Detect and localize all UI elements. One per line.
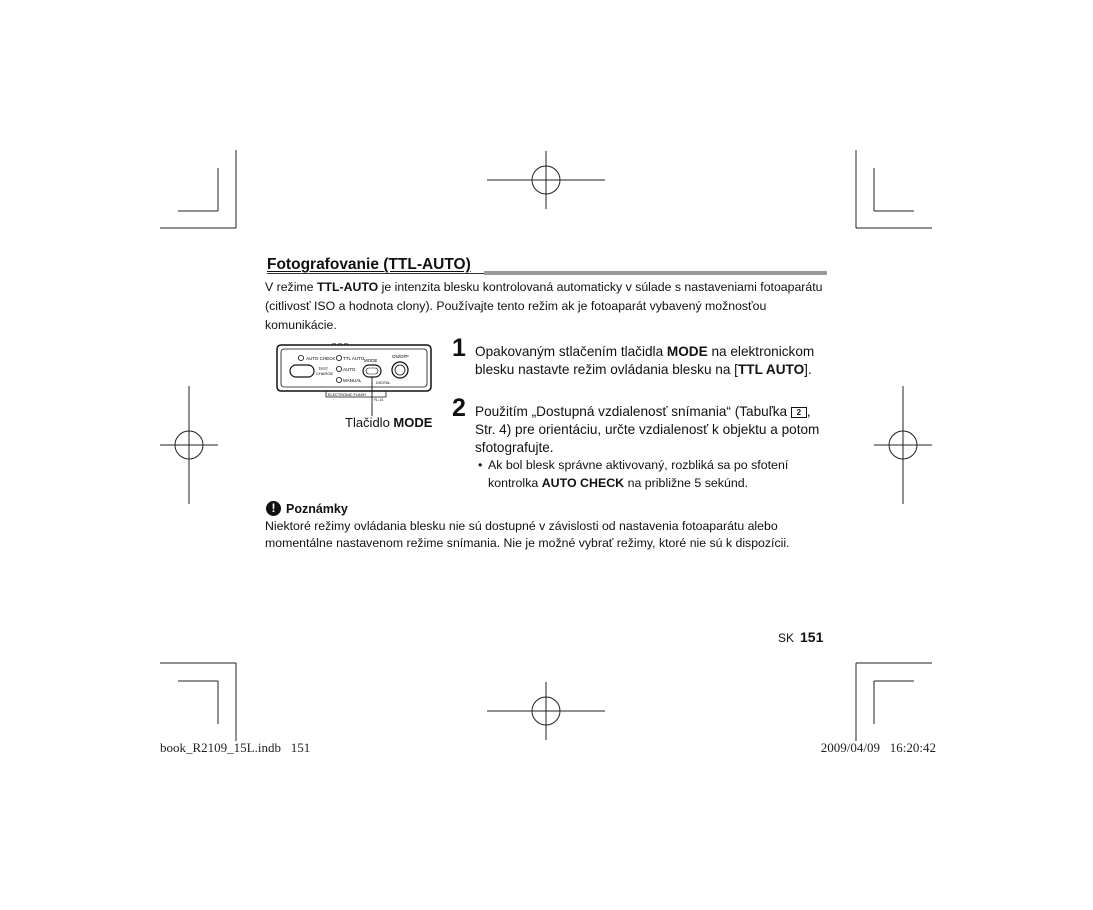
page-lang: SK bbox=[778, 631, 795, 645]
label-auto-check: AUTO CHECK bbox=[306, 356, 336, 361]
label-manual: MANUAL bbox=[343, 378, 362, 383]
step-text: Opakovaným stlačením tlačidla MODE na elektronickom blesku nastavte režim ovládania blesku na [TTL AUTO]. bbox=[475, 344, 815, 377]
label-mode: MODE bbox=[364, 358, 378, 363]
step-1 bbox=[452, 334, 832, 379]
label-auto: AUTO bbox=[343, 367, 356, 372]
label-test: TEST bbox=[318, 366, 329, 371]
label-digital: DIGITAL bbox=[376, 381, 391, 385]
step-number: 2 bbox=[452, 394, 466, 422]
footer-timestamp: 2009/04/09 16:20:42 bbox=[820, 740, 936, 755]
step-2 bbox=[452, 394, 832, 457]
title-underline bbox=[267, 273, 487, 274]
section-title: Fotografovanie (TTL-AUTO) bbox=[267, 256, 471, 273]
label-charge: CHARGE bbox=[316, 371, 334, 376]
notes-heading: ! Poznámky bbox=[266, 501, 348, 516]
bullet-symbol: • bbox=[478, 458, 483, 472]
footer-filename: book_R2109_15L.indb 151 bbox=[160, 740, 311, 755]
exclamation-icon: ! bbox=[266, 501, 281, 516]
page-number bbox=[778, 629, 823, 645]
step-2-bullet bbox=[478, 457, 828, 492]
intro-paragraph: V režime TTL-AUTO je intenzita blesku kontrolovaná automaticky v súlade s nastaveniami fotoaparátu (citlivosť ISO a hodnota clony). Používajte tento režim ak je fotoaparát vybavený možnosťou komunikácie. bbox=[265, 280, 823, 332]
title-rule bbox=[484, 271, 827, 275]
bullet-text: Ak bol blesk správne aktivovaný, rozbliká sa po sfotení kontrolka AUTO CHECK na približne 5 sekúnd. bbox=[488, 458, 789, 490]
step-text: Použitím „Dostupná vzdialenosť snímania“ (Tabuľka 2 , Str. 4) pre orientáciu, určte vzdialenosť k objektu a potom sfotografujte. bbox=[475, 404, 820, 455]
label-ttl-auto: TTL AUTO bbox=[343, 356, 365, 361]
flash-control-panel-illustration bbox=[276, 343, 436, 423]
label-electronic-flash: ELECTRONIC FLASH bbox=[328, 393, 366, 397]
label-model: FL-14 bbox=[374, 398, 384, 402]
table-reference-icon: 2 bbox=[791, 407, 807, 418]
label-on-off: ON/OFF bbox=[392, 354, 409, 359]
step-number: 1 bbox=[452, 334, 466, 362]
notes-body: Niektoré režimy ovládania blesku nie sú dostupné v závislosti od nastavenia fotoaparátu alebo momentálne nastavenom režime snímania. Nie je možné vybrať režimy, ktoré nie sú k dispozícii. bbox=[265, 519, 790, 550]
figure-caption: Tlačidlo MODE bbox=[345, 415, 433, 430]
page-number-value: 151 bbox=[800, 629, 824, 645]
